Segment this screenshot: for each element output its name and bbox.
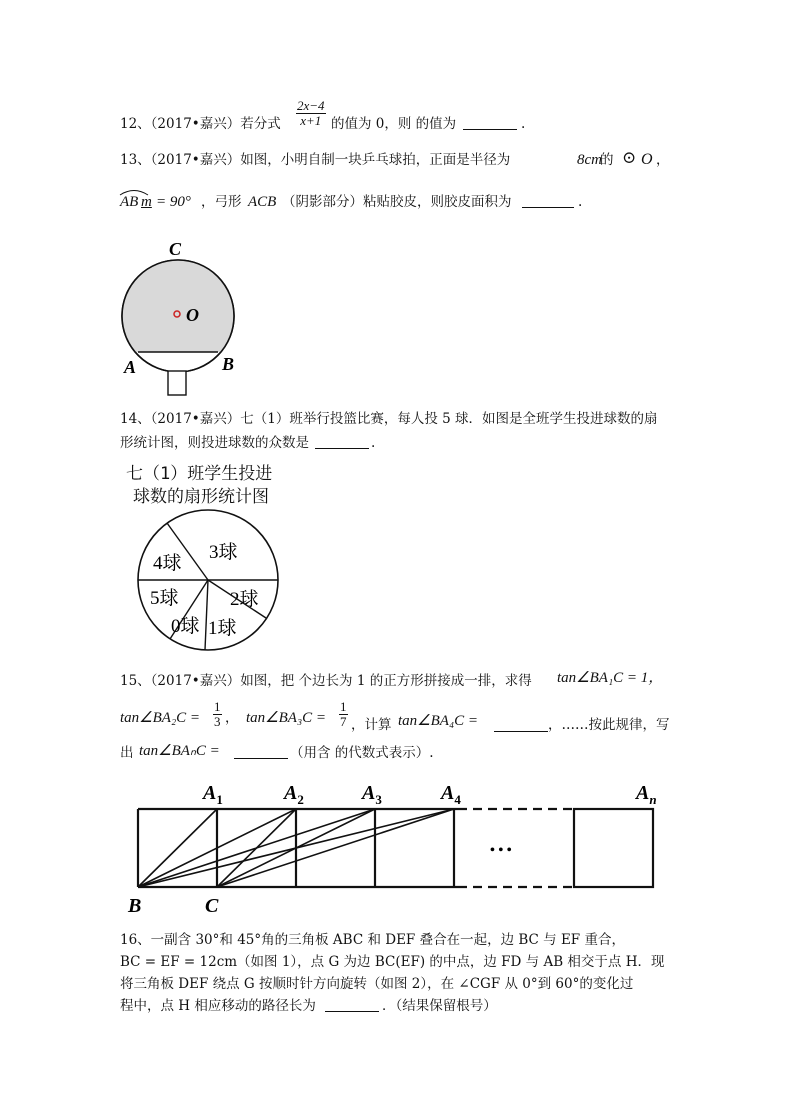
label-a4: $A_4$ (441, 782, 461, 807)
q13-line1-prefix: 13、（2017•嘉兴）如图，小明自制一块乒乓球拍，正面是半径为 (120, 152, 511, 168)
sector-label-0: 0球 (171, 616, 200, 637)
label-a2: $A_2$ (284, 782, 304, 807)
label-a1: $A_1$ (203, 782, 223, 807)
q13-line2-mid: ，弓形 (201, 194, 242, 210)
q12-end: . (521, 116, 526, 132)
q16-line2: BC = EF = 12cm（如图 1），点 G 为边 BC(EF) 的中点，边 FD 与 AB 相交于点 H．现 (120, 954, 665, 970)
label-a: A (124, 357, 137, 377)
q12-fraction (296, 99, 326, 128)
q12-answer-blank[interactable] (463, 117, 517, 134)
paddle-figure (110, 232, 260, 392)
q15-tan3-prefix: tan∠BA₃C = (246, 710, 327, 726)
q15-tan2-prefix: tan∠BA₂C = (120, 710, 201, 726)
q15-line1-prefix: 15、（2017•嘉兴）如图，把 个边长为 1 的正方形拼接成一排，求得 (120, 673, 532, 689)
q15-calc: ，计算 (351, 717, 392, 733)
q15-tan1: tan∠BA₁C = 1， (557, 670, 664, 686)
q16-line3: 将三角板 DEF 绕点 G 按顺时针方向旋转（如图 2），在 ∠CGF 从 0°到 60°的变化过 (120, 976, 634, 992)
pie-title-line1: 七（1）班学生投进 (126, 464, 273, 484)
q15-tann: tan∠BAₙC = (139, 743, 220, 759)
q16-answer-blank[interactable] (325, 999, 379, 1016)
q13-arc-m: m (141, 194, 152, 210)
q12-suffix: 的值为 0，则 的值为 (331, 116, 457, 132)
q15-answer-blank-1[interactable] (494, 719, 548, 736)
label-a3: $A_3$ (362, 782, 382, 807)
paddle-handle (168, 371, 186, 395)
q13-line1-end: ， (656, 152, 670, 168)
circle-symbol-icon: ⊙ (622, 148, 637, 168)
q15-answer-blank-2[interactable] (234, 746, 288, 763)
q16-line4: 程中，点 H 相应移动的路径长为 (120, 998, 316, 1014)
sector-label-3: 3球 (209, 542, 238, 563)
q13-line2-text: （阴影部分）粘贴胶皮，则胶皮面积为 (282, 194, 512, 210)
q13-line1-mid: 的 (600, 152, 614, 168)
q15-tan2-den: 3 (214, 714, 221, 729)
q12-prefix: 12、（2017•嘉兴）若分式 (120, 116, 281, 132)
q14-line2: 形统计图，则投进球数的众数是 (120, 435, 309, 451)
sector-label-2: 2球 (230, 589, 259, 610)
pie-title-line2: 球数的扇形统计图 (133, 487, 269, 507)
q13-radius-value: 8cm (577, 152, 602, 168)
q12-frac-denominator: x+1 (300, 113, 322, 128)
q15-line3-suffix: （用含 的代数式表示）. (290, 745, 434, 761)
q13-end: . (578, 194, 583, 210)
pie-chart (137, 510, 287, 660)
q13-segment-name: ACB (248, 194, 277, 210)
q15-tan2-fraction (213, 700, 222, 729)
q13-answer-blank[interactable] (522, 195, 574, 212)
q14-answer-blank[interactable] (315, 436, 369, 453)
label-c: C (169, 239, 182, 259)
q16-line1: 16、一副含 30°和 45°角的三角板 ABC 和 DEF 叠合在一起，边 BC 与 EF 重合， (120, 932, 625, 948)
label-b: B (222, 354, 235, 374)
q15-tan3-den: 7 (340, 714, 347, 729)
q13-circle-letter: O (641, 151, 653, 168)
q15-tan2-num: 1 (214, 699, 221, 714)
q15-tan4: tan∠BA₄C = (398, 713, 479, 729)
q15-tan3-num: 1 (340, 699, 347, 714)
label-an: $A_n$ (636, 782, 657, 807)
squares-figure (125, 780, 685, 915)
label-o: O (186, 305, 199, 325)
ellipsis-dots: • • • (490, 843, 512, 858)
q15-sep: ， (225, 710, 239, 726)
sector-label-1: 1球 (208, 618, 237, 639)
sector-label-4: 4球 (153, 553, 182, 574)
q16-line4-end: ．（结果保留根号） (382, 998, 497, 1014)
q15-tan3-fraction (339, 700, 348, 729)
q15-line3-prefix: 出 (120, 745, 134, 761)
q14-end: . (371, 435, 376, 451)
sector-label-5: 5球 (150, 588, 179, 609)
q15-pattern: ，……按此规律，写 (548, 717, 670, 733)
q13-arc-value: = 90° (156, 194, 191, 210)
q12-frac-numerator: 2x−4 (297, 98, 325, 113)
label-c: C (205, 895, 219, 917)
q14-line1: 14、（2017•嘉兴）七（1）班举行投篮比赛，每人投 5 球．如图是全班学生投进球数的扇 (120, 411, 658, 427)
label-b: B (128, 895, 142, 917)
q13-arc-label: AB (120, 194, 139, 210)
